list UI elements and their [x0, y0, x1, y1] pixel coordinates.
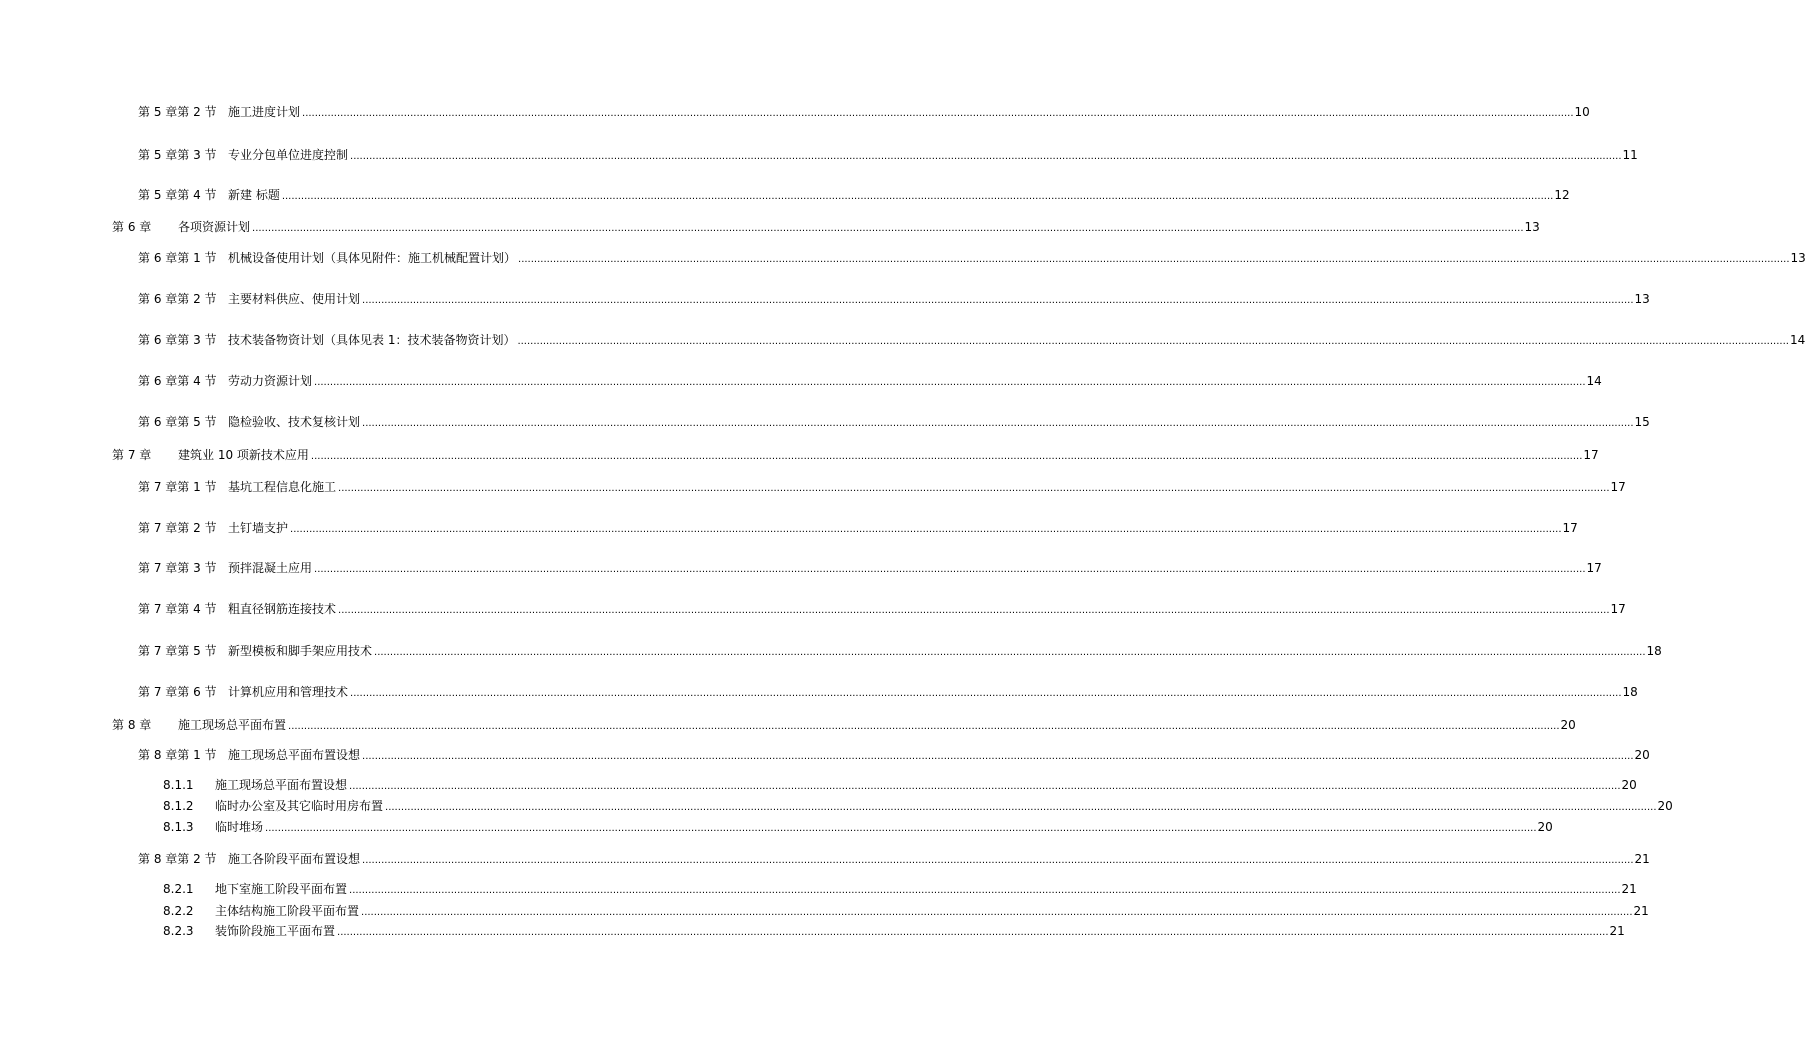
toc-entry[interactable] [138, 519, 1578, 537]
toc-entry-title: 计算机应用和管理技术 [228, 685, 349, 699]
toc-entry-page: 12 [1554, 188, 1570, 202]
toc-entry[interactable] [138, 249, 1806, 267]
toc-entry-page: 17 [1583, 448, 1599, 462]
toc-entry-page: 21 [1633, 904, 1649, 918]
toc-entry[interactable] [163, 776, 1637, 794]
toc-entry[interactable] [138, 186, 1570, 204]
toc-entry-number: 第 8 章第 1 节 [138, 748, 217, 762]
dot-leader: ................................................................................................................................................................................................................................................................................................................................................................................................................ [310, 451, 1583, 462]
toc-entry-page: 17 [1562, 521, 1578, 535]
toc-entry[interactable] [138, 146, 1638, 164]
toc-entry-number: 8.1.2 [163, 799, 194, 813]
dot-leader: ................................................................................................................................................................................................................................................................................................................................................................................................................ [362, 418, 1634, 429]
toc-entry-title: 新型模板和脚手架应用技术 [228, 644, 373, 658]
toc-entry-number: 8.2.2 [163, 904, 194, 918]
toc-entry-page: 14 [1789, 333, 1806, 347]
toc-entry[interactable] [138, 372, 1602, 390]
toc-entry-title: 劳动力资源计划 [228, 374, 313, 388]
toc-entry-title: 主要材料供应、使用计划 [228, 292, 361, 306]
toc-entry-page: 17 [1610, 602, 1626, 616]
dot-leader: ................................................................................................................................................................................................................................................................................................................................................................................................................ [517, 336, 1789, 347]
toc-entry[interactable] [138, 642, 1662, 660]
toc-entry-title: 技术装备物资计划（具体见表 1：技术装备物资计划） [228, 333, 516, 347]
toc-entry-page: 20 [1560, 718, 1576, 732]
dot-leader: ................................................................................................................................................................................................................................................................................................................................................................................................................ [290, 524, 1562, 535]
toc-entry-page: 20 [1634, 748, 1650, 762]
toc-entry-number: 第 7 章第 3 节 [138, 561, 217, 575]
dot-leader: ................................................................................................................................................................................................................................................................................................................................................................................................................ [518, 254, 1790, 265]
toc-entry-page: 10 [1574, 105, 1590, 119]
toc-entry-number: 第 6 章第 5 节 [138, 415, 217, 429]
toc-entry-page: 14 [1586, 374, 1602, 388]
toc-entry-number: 第 8 章第 2 节 [138, 852, 217, 866]
dot-leader: ................................................................................................................................................................................................................................................................................................................................................................................................................ [362, 295, 1634, 306]
toc-entry-page: 20 [1657, 799, 1673, 813]
toc-entry[interactable] [112, 446, 1599, 464]
toc-entry-title: 建筑业 10 项新技术应用 [178, 448, 309, 462]
toc-entry[interactable] [138, 746, 1650, 764]
toc-entry-number: 第 7 章第 2 节 [138, 521, 217, 535]
toc-entry-title: 粗直径钢筋连接技术 [228, 602, 337, 616]
toc-entry-number: 第 7 章第 6 节 [138, 685, 217, 699]
toc-entry-number: 8.2.1 [163, 882, 194, 896]
toc-entry-title: 新建 标题 [228, 188, 280, 202]
toc-entry[interactable] [138, 331, 1806, 349]
toc-entry-page: 18 [1646, 644, 1662, 658]
toc-entry-page: 11 [1622, 148, 1638, 162]
toc-entry[interactable] [163, 797, 1673, 815]
toc-entry[interactable] [138, 850, 1650, 868]
toc-entry-title: 预拌混凝土应用 [228, 561, 313, 575]
dot-leader: ................................................................................................................................................................................................................................................................................................................................................................................................................ [338, 483, 1610, 494]
dot-leader: ................................................................................................................................................................................................................................................................................................................................................................................................................ [281, 191, 1554, 202]
toc-entry-number: 第 6 章第 1 节 [138, 251, 217, 265]
dot-leader: ................................................................................................................................................................................................................................................................................................................................................................................................................ [385, 802, 1657, 813]
toc-entry[interactable] [112, 716, 1576, 734]
dot-leader: ................................................................................................................................................................................................................................................................................................................................................................................................................ [350, 151, 1622, 162]
toc-entry-number: 第 8 章 [112, 718, 152, 732]
toc-entry-page: 21 [1634, 852, 1650, 866]
toc-entry-title: 地下室施工阶段平面布置 [215, 882, 348, 896]
dot-leader: ................................................................................................................................................................................................................................................................................................................................................................................................................ [362, 751, 1634, 762]
toc-entry-title: 机械设备使用计划（具体见附件：施工机械配置计划） [228, 251, 517, 265]
dot-leader: ................................................................................................................................................................................................................................................................................................................................................................................................................ [361, 907, 1633, 918]
toc-entry-number: 第 6 章第 3 节 [138, 333, 217, 347]
toc-entry-number: 第 6 章第 4 节 [138, 374, 217, 388]
toc-entry-title: 主体结构施工阶段平面布置 [215, 904, 360, 918]
toc-entry-number: 第 5 章第 3 节 [138, 148, 217, 162]
toc-entry-page: 21 [1609, 924, 1625, 938]
toc-entry[interactable] [138, 683, 1638, 701]
toc-entry-number: 第 6 章 [112, 220, 152, 234]
toc-entry-title: 基坑工程信息化施工 [228, 480, 337, 494]
toc-entry-title: 施工现场总平面布置 [178, 718, 287, 732]
toc-entry-number: 第 7 章 [112, 448, 152, 462]
toc-entry[interactable] [138, 103, 1590, 121]
toc-entry-number: 第 6 章第 2 节 [138, 292, 217, 306]
toc-entry-number: 8.1.1 [163, 778, 194, 792]
toc-entry-title: 专业分包单位进度控制 [228, 148, 349, 162]
toc-entry-title: 土钉墙支护 [228, 521, 289, 535]
dot-leader: ................................................................................................................................................................................................................................................................................................................................................................................................................ [374, 647, 1646, 658]
dot-leader: ................................................................................................................................................................................................................................................................................................................................................................................................................ [349, 885, 1621, 896]
dot-leader: ................................................................................................................................................................................................................................................................................................................................................................................................................ [302, 108, 1574, 119]
dot-leader: ................................................................................................................................................................................................................................................................................................................................................................................................................ [314, 564, 1586, 575]
toc-entry[interactable] [138, 478, 1626, 496]
toc-entry[interactable] [138, 413, 1650, 431]
toc-entry-title: 隐检验收、技术复核计划 [228, 415, 361, 429]
dot-leader: ................................................................................................................................................................................................................................................................................................................................................................................................................ [288, 721, 1560, 732]
dot-leader: ................................................................................................................................................................................................................................................................................................................................................................................................................ [337, 927, 1609, 938]
dot-leader: ................................................................................................................................................................................................................................................................................................................................................................................................................ [362, 855, 1634, 866]
toc-entry-number: 第 5 章第 2 节 [138, 105, 217, 119]
dot-leader: ................................................................................................................................................................................................................................................................................................................................................................................................................ [314, 377, 1586, 388]
toc-entry[interactable] [112, 218, 1540, 236]
toc-entry-page: 13 [1524, 220, 1540, 234]
toc-entry-page: 13 [1790, 251, 1806, 265]
toc-entry-title: 施工进度计划 [228, 105, 301, 119]
toc-entry-page: 13 [1634, 292, 1650, 306]
dot-leader: ................................................................................................................................................................................................................................................................................................................................................................................................................ [252, 223, 1524, 234]
toc-entry-number: 第 7 章第 5 节 [138, 644, 217, 658]
toc-entry-title: 施工现场总平面布置设想 [228, 748, 361, 762]
toc-entry-title: 施工各阶段平面布置设想 [228, 852, 361, 866]
toc-entry-title: 临时堆场 [215, 820, 264, 834]
dot-leader: ................................................................................................................................................................................................................................................................................................................................................................................................................ [265, 823, 1537, 834]
toc-entry-number: 第 5 章第 4 节 [138, 188, 217, 202]
toc-entry-number: 第 7 章第 4 节 [138, 602, 217, 616]
toc-entry-page: 17 [1586, 561, 1602, 575]
toc-entry-page: 21 [1621, 882, 1637, 896]
toc-entry-title: 临时办公室及其它临时用房布置 [215, 799, 384, 813]
toc-entry-title: 施工现场总平面布置设想 [215, 778, 348, 792]
toc-entry-page: 17 [1610, 480, 1626, 494]
toc-entry-page: 18 [1622, 685, 1638, 699]
toc-entry-page: 20 [1537, 820, 1553, 834]
toc-entry[interactable] [163, 880, 1637, 898]
toc-entry-number: 8.2.3 [163, 924, 194, 938]
toc-entry[interactable] [163, 818, 1553, 836]
dot-leader: ................................................................................................................................................................................................................................................................................................................................................................................................................ [350, 688, 1622, 699]
toc-entry[interactable] [163, 902, 1649, 920]
toc-entry-number: 第 7 章第 1 节 [138, 480, 217, 494]
toc-entry[interactable] [138, 290, 1650, 308]
toc-entry[interactable] [138, 600, 1626, 618]
toc-entry-title: 装饰阶段施工平面布置 [215, 924, 336, 938]
toc-entry[interactable] [163, 922, 1625, 940]
dot-leader: ................................................................................................................................................................................................................................................................................................................................................................................................................ [338, 605, 1610, 616]
toc-entry-title: 各项资源计划 [178, 220, 251, 234]
dot-leader: ................................................................................................................................................................................................................................................................................................................................................................................................................ [349, 781, 1621, 792]
toc-entry-page: 15 [1634, 415, 1650, 429]
toc-entry-number: 8.1.3 [163, 820, 194, 834]
toc-entry[interactable] [138, 559, 1602, 577]
toc-entry-page: 20 [1621, 778, 1637, 792]
